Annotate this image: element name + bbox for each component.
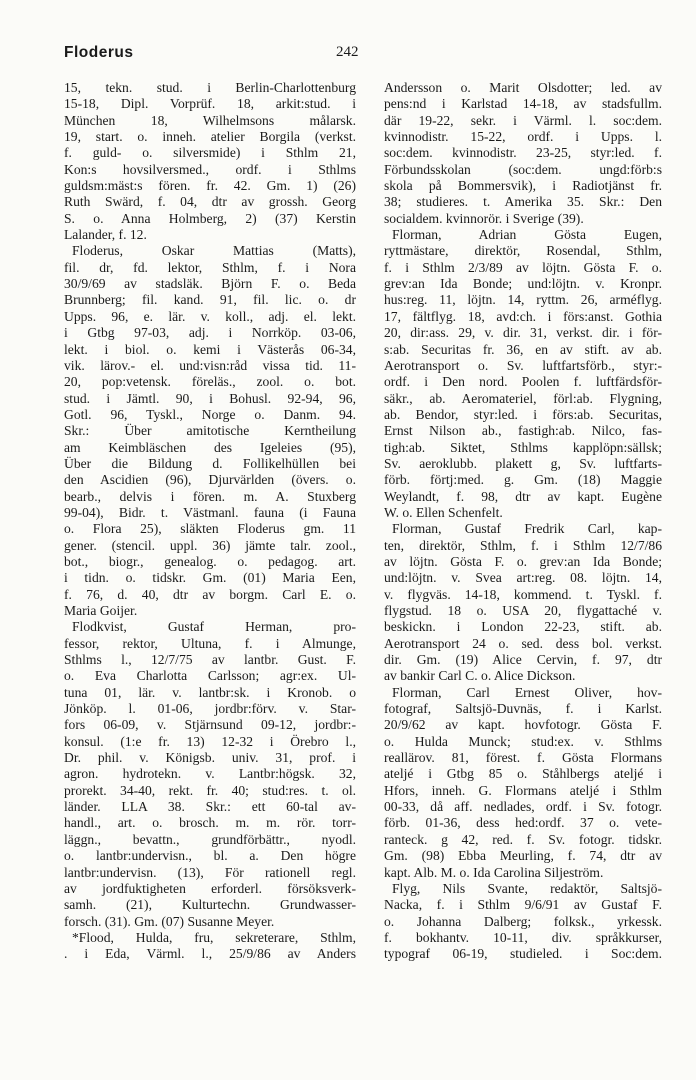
text-line: Florman, Carl Ernest Oliver, hov- xyxy=(392,684,662,700)
text-line: i Gtbg 97-03, adj. i Norrköp. 03-06, xyxy=(64,325,356,341)
text-line: grev:an Ida Bonde; und:löjtn. v. Kronpr. xyxy=(384,276,662,292)
text-line: o. Eva Charlotta Carlsson; agr:ex. Ul- xyxy=(64,668,356,684)
text-line: o. Flora 25), släkten Floderus gm. 11 xyxy=(64,521,356,537)
text-line: Aerotransport o. Sv. luftfartsförb., styr:- xyxy=(384,357,662,373)
text-line: 15, tekn. stud. i Berlin-Charlottenburg xyxy=(64,80,356,95)
text-line: skola på Bommersvik), i Radiotjänst fr. xyxy=(384,178,662,194)
text-line: und:löjtn. v. Svea art:reg. 08. löjtn. 14, xyxy=(384,570,662,586)
text-line: dir. Gm. (19) Alice Cervin, f. 97, dtr xyxy=(384,652,662,668)
text-line: Über die Bildung d. Follikelhüllen bei xyxy=(64,455,356,471)
text-line: Förbundsskolan (soc:dem. ungd:förb:s xyxy=(384,161,662,177)
text-line: prorekt. 34-40, rekt. fr. 40; stud:res. t. ol. xyxy=(64,782,356,798)
text-line: vik. lärov.- el. und:visn:råd vissa tid. 11- xyxy=(64,357,356,373)
text-line: ryttmästare, direktör, Rosendal, Sthlm, xyxy=(384,243,662,259)
text-line: agron. hydrotekn. v. Lantbr:högsk. 32, xyxy=(64,766,356,782)
text-line: 38; studieres. t. Amerika 35. Skr.: Den xyxy=(384,194,662,210)
text-line: Florman, Gustaf Fredrik Carl, kap- xyxy=(392,521,662,537)
text-line: 19, start. o. inneh. atelier Borgila (verkst. xyxy=(64,129,356,145)
text-line: konsul. (1:e fr. 13) 12-32 i Örebro l., xyxy=(64,733,356,749)
text-line: Kon:s hovsilversmed., ordf. i Sthlms xyxy=(64,161,356,177)
text-line: f. bokhantv. 10-11, div. språkkurser, xyxy=(384,929,662,945)
text-line: Aerotransport 24 o. sed. dess bol. verkst. xyxy=(384,635,662,651)
text-line: Florman, Adrian Gösta Eugen, xyxy=(392,227,662,243)
text-line: ordf. i Den nord. Poolen f. luftfärdsför- xyxy=(384,374,662,390)
text-line: gener. (stencil. uppl. 36) jämte talr. zool., xyxy=(64,537,356,553)
text-line: fotograf, Saltsjö-Duvnäs, f. i Karlst. xyxy=(384,701,662,717)
text-line: *Flood, Hulda, fru, sekreterare, Sthlm, xyxy=(72,929,356,945)
text-line: o. Hulda Munck; stud:ex. v. Sthlms xyxy=(384,733,662,749)
text-line: kapt. Alb. M. o. Ida Carolina Siljeström. xyxy=(384,864,604,880)
text-line: 30/9/69 av stadsläk. Björn F. o. Beda xyxy=(64,276,356,292)
text-line: am Keimbläschen des Igeleies (95), xyxy=(64,439,356,455)
text-line: hus:reg. 11, löjtn. 14, ryttm. 26, arméflyg. xyxy=(384,292,662,308)
text-line: bearb., delvis i fören. m. A. Stuxberg xyxy=(64,488,356,504)
text-line: av löjtn. Gösta F. o. grev:an Ida Bonde; xyxy=(384,553,662,569)
text-line: soc:dem. kvinnodistr. 23-25, styr:led. f. xyxy=(384,145,662,161)
text-line: v. flygväs. 14-18, kommend. t. Tyskl. f. xyxy=(384,586,662,602)
text-line: f. guld- o. silversmide) i Sthlm 21, xyxy=(64,145,356,161)
text-line: Maria Goijer. xyxy=(64,603,138,618)
text-line: 17, fältflyg. 18, avd:ch. i förs:anst. Gothia xyxy=(384,308,662,324)
page-number: 242 xyxy=(336,44,359,60)
text-line: Gotl. 96, Tyskl., Norge o. Danm. 94. xyxy=(64,406,356,422)
text-line: samh. (21), Kulturtechn. Grundwasser- xyxy=(64,897,356,913)
text-line: ten, direktör, Sthlm, f. i Sthlm 12/7/86 xyxy=(384,537,662,553)
left-column xyxy=(64,80,356,963)
text-line: länder. LLA 38. Skr.: ett 60-tal av- xyxy=(64,799,356,815)
text-line: . i Eda, Värml. l., 25/9/86 av Anders xyxy=(64,946,356,962)
text-line: pens:nd i Karlstad 14-18, av stadsfullm. xyxy=(384,96,662,112)
text-line: bot., biogr., genealog. o. pedagog. art. xyxy=(64,553,356,569)
text-line: läggn., bevattn., grundförbättr., nyodl. xyxy=(64,831,356,847)
text-line: socialdem. kvinnorör. i Sverige (39). xyxy=(384,210,584,226)
text-line: tuna 01, lär. v. lantbr:sk. i Kronob. o xyxy=(64,684,356,700)
text-line: Hfors, inneh. G. Flormans ateljé i Sthlm xyxy=(384,782,662,798)
text-line: Skr.: Über amitotische Kerntheilung xyxy=(64,423,356,439)
running-head-name: Floderus xyxy=(64,44,134,61)
text-line: 20, pop:vetensk. föreläs., zool. o. bot. xyxy=(64,374,356,390)
text-line: fors 06-09, v. Stjärnsund 09-12, jordbr:- xyxy=(64,717,356,733)
text-line: Jönköp. l. 01-06, jordbr:förv. v. Star- xyxy=(64,701,356,717)
text-line: den Ascidien (96), Djurvärlden (övers. o. xyxy=(64,472,356,488)
text-line: där 19-22, sekr. i Värml. l. soc:dem. xyxy=(384,112,662,128)
text-line: 99-04), Bidr. t. Västmanl. fauna (i Fauna xyxy=(64,504,356,520)
text-line: forsch. (31). Gm. (07) Susanne Meyer. xyxy=(64,913,275,929)
text-line: Sthlms l., 12/7/75 av lantbr. Gust. F. xyxy=(64,652,356,668)
text-line: lekt. i biol. o. kemi i Västerås 06-34, xyxy=(64,341,356,357)
text-line: Flodkvist, Gustaf Herman, pro- xyxy=(72,619,356,635)
text-line: säkr., ab. Aeromateriel, förl:ab. Flygning, xyxy=(384,390,662,406)
text-line: handl., art. o. brosch. m. m. rör. torr- xyxy=(64,815,356,831)
text-line: beskickn. i London 22-23, stift. ab. xyxy=(384,619,662,635)
text-line: guldsm:mäst:s fören. fr. 42. Gm. 1) (26) xyxy=(64,178,356,194)
text-line: ranteck. g 42, red. f. Sv. fotogr. tidskr. xyxy=(384,831,662,847)
text-line: 20/9/62 av kapt. hovfotogr. Gösta F. xyxy=(384,717,662,733)
text-line: i tidn. o. tidskr. Gm. (01) Maria Een, xyxy=(64,570,356,586)
text-line: tigh:ab. Siktet, Sthlms kapplöpn:sällsk; xyxy=(384,439,662,455)
text-line: av jordfuktigheten erforderl. försöksverk- xyxy=(64,880,356,896)
text-line: o. Johanna Dalberg; folksk., yrkessk. xyxy=(384,913,662,929)
text-line: Flyg, Nils Svante, redaktör, Saltsjö- xyxy=(392,880,662,896)
text-line: Dr. phil. v. Königsb. univ. 31, prof. i xyxy=(64,750,356,766)
text-line: W. o. Ellen Schenfelt. xyxy=(384,504,503,520)
text-line: Lalander, f. 12. xyxy=(64,227,147,243)
text-line: Ernst Nilson ab., fastigh:ab. Nilco, fas- xyxy=(384,423,662,439)
text-line: Sv. aeroklubb. plakett g, Sv. luftfarts- xyxy=(384,455,662,471)
text-line: 15-18, Dipl. Vorprüf. 18, arkit:stud. i xyxy=(64,96,356,112)
text-line: förb. 01-36, dess hed:ordf. 37 o. vete- xyxy=(384,815,662,831)
text-line: kvinnodistr. 15-22, ordf. i Upps. l. xyxy=(384,129,662,145)
text-line: av bankir Carl C. o. Alice Dickson. xyxy=(384,668,576,684)
text-line: fil. dr, fd. lektor, Sthlm, f. i Nora xyxy=(64,259,356,275)
text-line: reallärov. 81, förest. f. Gösta Flormans xyxy=(384,750,662,766)
text-line: 00-33, då aff. nedlades, ordf. i Sv. fotogr. xyxy=(384,799,662,815)
text-line: Nacka, f. i Sthlm 9/6/91 av Gustaf F. xyxy=(384,897,662,913)
text-line: o. lantbr:undervisn., bl. a. Den högre xyxy=(64,848,356,864)
text-line: stud. i Jämtl. 90, i Bohusl. 92-94, 96, xyxy=(64,390,356,406)
text-line: Andersson o. Marit Olsdotter; led. av xyxy=(384,80,662,95)
text-line: Weylandt, f. 98, dtr av kapt. Eugène xyxy=(384,488,662,504)
right-column xyxy=(384,80,662,963)
text-line: f. 76, d. 40, dtr av borgm. Carl E. o. xyxy=(64,586,356,602)
text-line: f. i Sthlm 2/3/89 av löjtn. Gösta F. o. xyxy=(384,259,662,275)
text-line: Floderus, Oskar Mattias (Matts), xyxy=(72,243,356,259)
text-line: Brunnberg; fil. kand. 91, fil. lic. o. dr xyxy=(64,292,356,308)
page-header xyxy=(64,44,646,68)
text-line: Ruth Swärd, f. 04, dtr av grossh. Georg xyxy=(64,194,356,210)
text-line: ateljé i Gtbg 85 o. Ståhlbergs ateljé i xyxy=(384,766,662,782)
text-line: ab. Bendor, styr:led. i förs:ab. Securitas, xyxy=(384,406,662,422)
text-line: typograf 06-19, studieled. i Soc:dem. xyxy=(384,946,662,962)
text-line: München 18, Wilhelmsons målarsk. xyxy=(64,112,356,128)
text-line: fessor, rektor, Ultuna, f. i Almunge, xyxy=(64,635,356,651)
text-line: s:ab. Securitas fr. 36, en av stift. av ab. xyxy=(384,341,662,357)
text-line: 20, dir:ass. 29, v. dir. 31, verkst. dir. i för- xyxy=(384,325,662,341)
text-line: S. o. Anna Holmberg, 2) (37) Kerstin xyxy=(64,210,356,226)
text-line: Gm. (98) Ebba Meurling, f. 74, dtr av xyxy=(384,848,662,864)
text-line: flygstud. 18 o. USA 20, flygattaché v. xyxy=(384,603,662,618)
text-line: lantbr:undervisn. (13), För rationell regl. xyxy=(64,864,356,880)
text-line: förb. förtj:med. g. Gm. (18) Maggie xyxy=(384,472,662,488)
text-line: Upps. 96, e. lär. v. koll., adj. el. lekt. xyxy=(64,308,356,324)
